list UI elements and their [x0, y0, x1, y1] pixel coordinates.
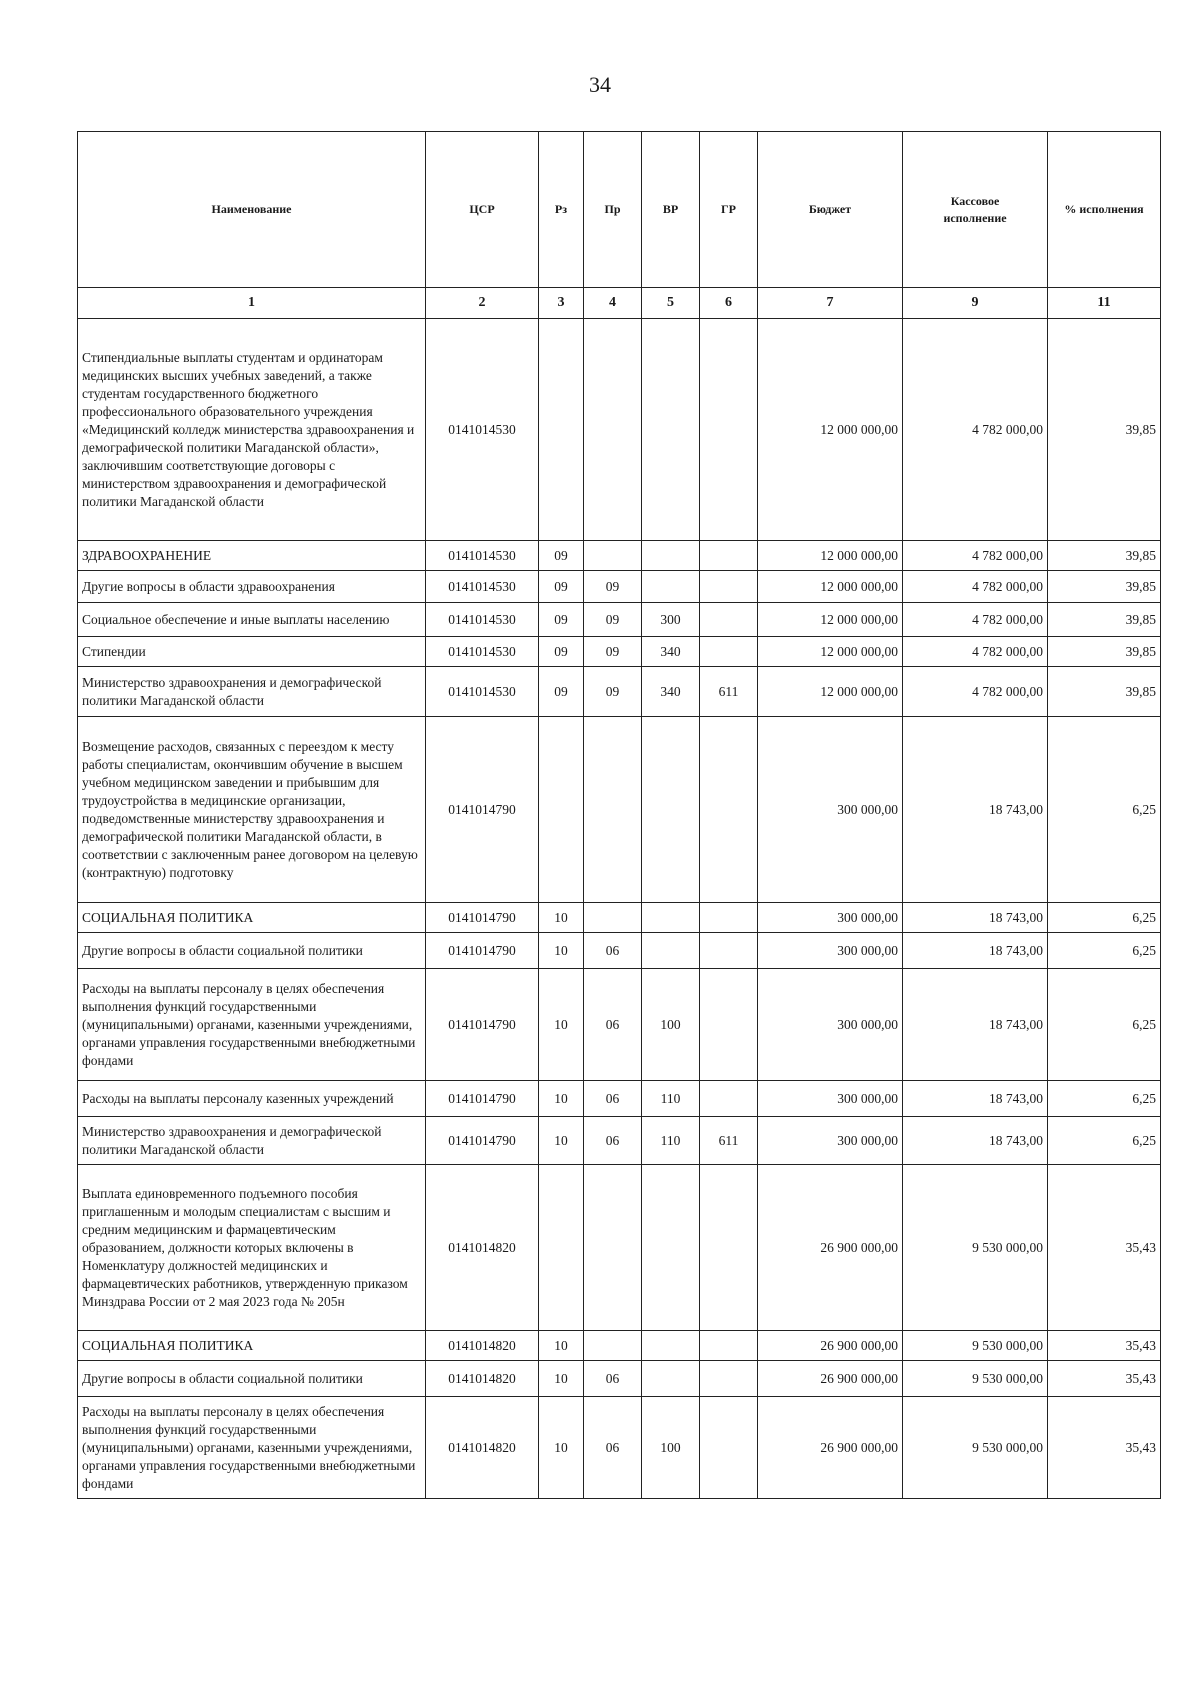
row-rz: 09	[539, 541, 584, 571]
row-gr	[700, 603, 758, 637]
row-execution-percent: 35,43	[1048, 1165, 1161, 1331]
row-csr: 0141014790	[426, 903, 539, 933]
page-number: 34	[589, 72, 611, 97]
table-row	[78, 667, 1161, 717]
row-pr: 09	[584, 571, 642, 603]
row-csr: 0141014820	[426, 1397, 539, 1499]
row-pr: 06	[584, 1361, 642, 1397]
table-row	[78, 903, 1161, 933]
row-gr	[700, 1361, 758, 1397]
row-execution-percent: 39,85	[1048, 603, 1161, 637]
column-number: 2	[426, 288, 539, 319]
row-csr: 0141014530	[426, 541, 539, 571]
row-cash-execution: 18 743,00	[903, 969, 1048, 1081]
column-number: 11	[1048, 288, 1161, 319]
row-csr: 0141014530	[426, 667, 539, 717]
table-row	[78, 541, 1161, 571]
row-budget: 300 000,00	[758, 969, 903, 1081]
row-name: СОЦИАЛЬНАЯ ПОЛИТИКА	[78, 903, 426, 933]
table-row	[78, 717, 1161, 903]
row-rz: 09	[539, 637, 584, 667]
row-rz: 10	[539, 1361, 584, 1397]
header-row	[78, 132, 1161, 288]
column-number-row	[78, 288, 1161, 319]
row-gr	[700, 717, 758, 903]
row-execution-percent: 39,85	[1048, 571, 1161, 603]
row-execution-percent: 39,85	[1048, 541, 1161, 571]
row-vr: 110	[642, 1081, 700, 1117]
row-gr	[700, 319, 758, 541]
row-gr	[700, 1165, 758, 1331]
row-pr	[584, 319, 642, 541]
row-cash-execution: 18 743,00	[903, 717, 1048, 903]
row-execution-percent: 6,25	[1048, 1081, 1161, 1117]
table-row	[78, 969, 1161, 1081]
column-number: 7	[758, 288, 903, 319]
row-budget: 26 900 000,00	[758, 1331, 903, 1361]
header-rz: Рз	[539, 132, 584, 288]
table-row	[78, 1361, 1161, 1397]
row-csr: 0141014820	[426, 1165, 539, 1331]
row-budget: 300 000,00	[758, 1081, 903, 1117]
row-name: Расходы на выплаты персоналу в целях обеспечения выполнения функций государственными (муниципальными) органами, казенными учреждениями, органами управления государственными внебюджетными фондами	[78, 1397, 426, 1499]
row-pr: 06	[584, 933, 642, 969]
row-budget: 12 000 000,00	[758, 319, 903, 541]
row-name: Другие вопросы в области социальной политики	[78, 933, 426, 969]
row-pr: 09	[584, 603, 642, 637]
row-vr: 100	[642, 969, 700, 1081]
row-cash-execution: 9 530 000,00	[903, 1397, 1048, 1499]
row-pr	[584, 1165, 642, 1331]
table-body	[78, 319, 1161, 1499]
row-rz: 10	[539, 1081, 584, 1117]
row-name: СОЦИАЛЬНАЯ ПОЛИТИКА	[78, 1331, 426, 1361]
header-vr: ВР	[642, 132, 700, 288]
row-pr	[584, 541, 642, 571]
row-vr	[642, 933, 700, 969]
row-gr	[700, 1331, 758, 1361]
row-csr: 0141014790	[426, 933, 539, 969]
column-number: 1	[78, 288, 426, 319]
row-name: ЗДРАВООХРАНЕНИЕ	[78, 541, 426, 571]
row-pr: 06	[584, 1117, 642, 1165]
row-name: Расходы на выплаты персоналу казенных учреждений	[78, 1081, 426, 1117]
row-vr	[642, 319, 700, 541]
column-number: 3	[539, 288, 584, 319]
row-gr	[700, 903, 758, 933]
row-vr	[642, 1331, 700, 1361]
row-pr: 09	[584, 667, 642, 717]
row-execution-percent: 6,25	[1048, 1117, 1161, 1165]
row-execution-percent: 39,85	[1048, 667, 1161, 717]
row-rz: 10	[539, 1117, 584, 1165]
row-rz	[539, 319, 584, 541]
row-gr	[700, 933, 758, 969]
row-vr	[642, 571, 700, 603]
row-budget: 300 000,00	[758, 903, 903, 933]
row-budget: 12 000 000,00	[758, 637, 903, 667]
row-budget: 26 900 000,00	[758, 1165, 903, 1331]
row-vr	[642, 541, 700, 571]
row-rz: 09	[539, 603, 584, 637]
row-csr: 0141014530	[426, 603, 539, 637]
row-budget: 300 000,00	[758, 1117, 903, 1165]
table-row	[78, 603, 1161, 637]
row-csr: 0141014530	[426, 319, 539, 541]
row-cash-execution: 4 782 000,00	[903, 637, 1048, 667]
row-budget: 12 000 000,00	[758, 667, 903, 717]
row-rz: 10	[539, 969, 584, 1081]
row-name: Выплата единовременного подъемного пособия приглашенным и молодым специалистам с высшим и средним медицинским и фармацевтическим образованием, должности которых включены в Номенклатуру должностей медицинских и фармацевтических работников, утвержденную приказом Минздрава России от 2 мая 2023 года № 205н	[78, 1165, 426, 1331]
column-number: 5	[642, 288, 700, 319]
column-number: 4	[584, 288, 642, 319]
row-vr: 340	[642, 667, 700, 717]
row-gr: 611	[700, 667, 758, 717]
row-csr: 0141014790	[426, 969, 539, 1081]
row-cash-execution: 18 743,00	[903, 933, 1048, 969]
row-rz: 10	[539, 933, 584, 969]
row-rz: 09	[539, 571, 584, 603]
header-pr: Пр	[584, 132, 642, 288]
budget-execution-table	[77, 131, 1161, 1499]
row-name: Другие вопросы в области социальной политики	[78, 1361, 426, 1397]
row-name: Министерство здравоохранения и демографической политики Магаданской области	[78, 667, 426, 717]
row-gr	[700, 969, 758, 1081]
row-budget: 12 000 000,00	[758, 603, 903, 637]
row-budget: 300 000,00	[758, 717, 903, 903]
row-vr: 100	[642, 1397, 700, 1499]
row-name: Другие вопросы в области здравоохранения	[78, 571, 426, 603]
row-cash-execution: 9 530 000,00	[903, 1165, 1048, 1331]
row-cash-execution: 4 782 000,00	[903, 603, 1048, 637]
row-vr	[642, 903, 700, 933]
row-gr	[700, 571, 758, 603]
column-number: 9	[903, 288, 1048, 319]
row-csr: 0141014790	[426, 717, 539, 903]
row-cash-execution: 18 743,00	[903, 1117, 1048, 1165]
table-row	[78, 319, 1161, 541]
table-row	[78, 1081, 1161, 1117]
table-row	[78, 1331, 1161, 1361]
row-rz: 10	[539, 903, 584, 933]
row-pr: 06	[584, 1081, 642, 1117]
row-vr: 340	[642, 637, 700, 667]
row-gr	[700, 1081, 758, 1117]
row-execution-percent: 6,25	[1048, 969, 1161, 1081]
row-rz: 10	[539, 1331, 584, 1361]
table-row	[78, 637, 1161, 667]
table-row	[78, 1397, 1161, 1499]
row-cash-execution: 4 782 000,00	[903, 541, 1048, 571]
row-name: Возмещение расходов, связанных с переездом к месту работы специалистам, окончившим обучение в высшем учебном медицинском заведении и прибывшим для трудоустройства в медицинские организации, подведомственные министерству здравоохранения и демографической политики Магаданской области, в соответствии с заключенным ранее договором на целевую (контрактную) подготовку	[78, 717, 426, 903]
table-row	[78, 571, 1161, 603]
header-budget: Бюджет	[758, 132, 903, 288]
row-csr: 0141014790	[426, 1117, 539, 1165]
header-csr: ЦСР	[426, 132, 539, 288]
row-cash-execution: 4 782 000,00	[903, 571, 1048, 603]
row-gr	[700, 637, 758, 667]
row-cash-execution: 4 782 000,00	[903, 667, 1048, 717]
row-execution-percent: 6,25	[1048, 717, 1161, 903]
row-cash-execution: 9 530 000,00	[903, 1361, 1048, 1397]
column-number: 6	[700, 288, 758, 319]
row-execution-percent: 35,43	[1048, 1331, 1161, 1361]
row-budget: 12 000 000,00	[758, 541, 903, 571]
table-row	[78, 1165, 1161, 1331]
row-vr	[642, 717, 700, 903]
row-cash-execution: 9 530 000,00	[903, 1331, 1048, 1361]
row-csr: 0141014820	[426, 1331, 539, 1361]
row-vr: 300	[642, 603, 700, 637]
row-cash-execution: 18 743,00	[903, 903, 1048, 933]
row-execution-percent: 35,43	[1048, 1397, 1161, 1499]
row-name: Расходы на выплаты персоналу в целях обеспечения выполнения функций государственными (муниципальными) органами, казенными учреждениями, органами управления государственными внебюджетными фондами	[78, 969, 426, 1081]
table-row	[78, 933, 1161, 969]
row-execution-percent: 39,85	[1048, 319, 1161, 541]
row-pr	[584, 717, 642, 903]
row-budget: 26 900 000,00	[758, 1361, 903, 1397]
row-name: Социальное обеспечение и иные выплаты населению	[78, 603, 426, 637]
row-csr: 0141014790	[426, 1081, 539, 1117]
row-execution-percent: 35,43	[1048, 1361, 1161, 1397]
row-budget: 300 000,00	[758, 933, 903, 969]
row-name: Министерство здравоохранения и демографической политики Магаданской области	[78, 1117, 426, 1165]
row-name: Стипендии	[78, 637, 426, 667]
header-gr: ГР	[700, 132, 758, 288]
row-rz	[539, 717, 584, 903]
row-budget: 12 000 000,00	[758, 571, 903, 603]
row-pr	[584, 903, 642, 933]
row-rz: 10	[539, 1397, 584, 1499]
row-execution-percent: 6,25	[1048, 933, 1161, 969]
row-execution-percent: 39,85	[1048, 637, 1161, 667]
row-gr	[700, 1397, 758, 1499]
row-cash-execution: 18 743,00	[903, 1081, 1048, 1117]
row-rz: 09	[539, 667, 584, 717]
row-pr: 09	[584, 637, 642, 667]
row-pr: 06	[584, 1397, 642, 1499]
row-cash-execution: 4 782 000,00	[903, 319, 1048, 541]
table-row	[78, 1117, 1161, 1165]
row-execution-percent: 6,25	[1048, 903, 1161, 933]
header-name: Наименование	[78, 132, 426, 288]
row-csr: 0141014820	[426, 1361, 539, 1397]
row-vr	[642, 1165, 700, 1331]
row-csr: 0141014530	[426, 637, 539, 667]
row-gr	[700, 541, 758, 571]
row-name: Стипендиальные выплаты студентам и ординаторам медицинских высших учебных заведений, а также студентам государственного бюджетного профессионального образовательного учреждения «Медицинский колледж министерства здравоохранения и демографической политики Магаданской области», заключившим соответствующие договоры с министерством здравоохранения и демографической политики Магаданской области	[78, 319, 426, 541]
row-pr	[584, 1331, 642, 1361]
row-pr: 06	[584, 969, 642, 1081]
header-execution-percent: % исполнения	[1048, 132, 1161, 288]
header-cash-execution: Кассовое исполнение	[903, 132, 1048, 288]
row-rz	[539, 1165, 584, 1331]
row-vr: 110	[642, 1117, 700, 1165]
row-csr: 0141014530	[426, 571, 539, 603]
row-budget: 26 900 000,00	[758, 1397, 903, 1499]
row-vr	[642, 1361, 700, 1397]
row-gr: 611	[700, 1117, 758, 1165]
